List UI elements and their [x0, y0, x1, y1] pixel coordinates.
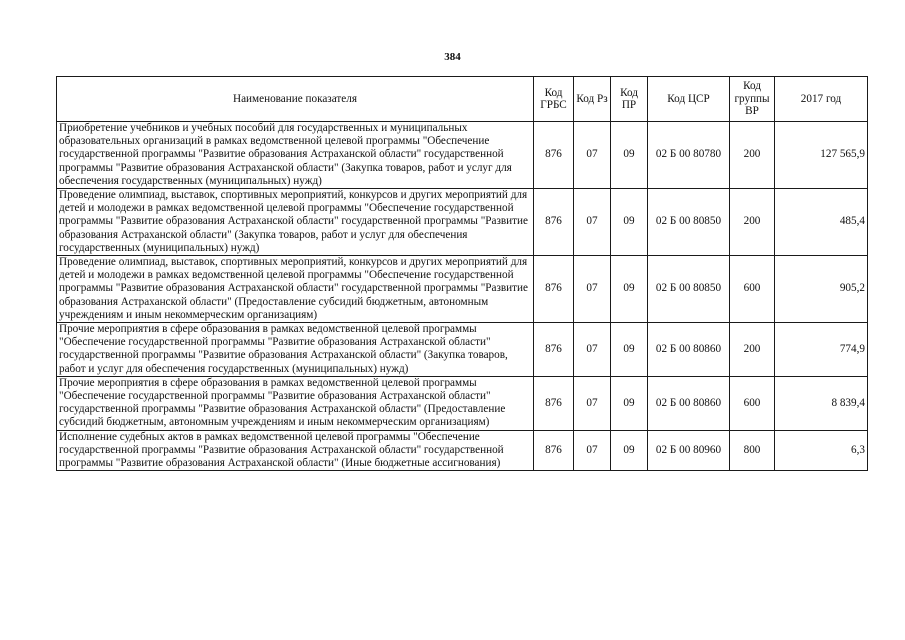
row-amount: 8 839,4 [775, 376, 868, 430]
header-rz: Код Рз [574, 77, 611, 122]
row-csr: 02 Б 00 80960 [648, 430, 730, 471]
row-name: Прочие мероприятия в сфере образования в рамках ведомственной целевой программы "Обеспечение государственной программы "Развитие образования Астраханской области" государственной программы "Развитие образования Астраханской области" (Предоставление субсидий бюджетным, автономным учреждениям и иным некоммерческим организациям) [57, 376, 534, 430]
table-row [57, 323, 868, 377]
row-vr: 200 [730, 323, 775, 377]
table-row [57, 122, 868, 189]
row-grbs: 876 [534, 430, 574, 471]
row-amount: 6,3 [775, 430, 868, 471]
row-amount: 905,2 [775, 256, 868, 323]
row-pr: 09 [611, 376, 648, 430]
row-csr: 02 Б 00 80860 [648, 323, 730, 377]
row-grbs: 876 [534, 256, 574, 323]
row-name: Проведение олимпиад, выставок, спортивных мероприятий, конкурсов и других мероприятий для детей и молодежи в рамках ведомственной целевой программы "Обеспечение государственной программы "Развитие образования Астраханской области" государственной программы "Развитие образования Астраханской области" (Предоставление субсидий бюджетным, автономным учреждениям и иным некоммерческим организациям) [57, 256, 534, 323]
table-header-row [57, 77, 868, 122]
row-amount: 127 565,9 [775, 122, 868, 189]
row-rz: 07 [574, 256, 611, 323]
header-name: Наименование показателя [57, 77, 534, 122]
row-vr: 200 [730, 122, 775, 189]
row-rz: 07 [574, 376, 611, 430]
row-rz: 07 [574, 189, 611, 256]
row-amount: 774,9 [775, 323, 868, 377]
row-name: Проведение олимпиад, выставок, спортивных мероприятий, конкурсов и других мероприятий для детей и молодежи в рамках ведомственной целевой программы "Обеспечение государственной программы "Развитие образования Астраханской области" государственной программы "Развитие образования Астраханской области" (Закупка товаров, работ и услуг для обеспечения государственных (муниципальных) нужд) [57, 189, 534, 256]
header-amount: 2017 год [775, 77, 868, 122]
row-rz: 07 [574, 122, 611, 189]
row-csr: 02 Б 00 80780 [648, 122, 730, 189]
row-pr: 09 [611, 430, 648, 471]
table-row [57, 189, 868, 256]
header-vr: Код группы ВР [730, 77, 775, 122]
table-row [57, 430, 868, 471]
row-grbs: 876 [534, 122, 574, 189]
row-rz: 07 [574, 323, 611, 377]
row-csr: 02 Б 00 80860 [648, 376, 730, 430]
row-csr: 02 Б 00 80850 [648, 256, 730, 323]
row-pr: 09 [611, 256, 648, 323]
table-row [57, 256, 868, 323]
row-grbs: 876 [534, 189, 574, 256]
header-grbs: Код ГРБС [534, 77, 574, 122]
page-number: 384 [444, 51, 461, 63]
row-pr: 09 [611, 122, 648, 189]
row-vr: 600 [730, 376, 775, 430]
budget-table [56, 76, 868, 471]
row-csr: 02 Б 00 80850 [648, 189, 730, 256]
row-pr: 09 [611, 323, 648, 377]
header-pr: Код ПР [611, 77, 648, 122]
row-grbs: 876 [534, 323, 574, 377]
row-vr: 200 [730, 189, 775, 256]
row-grbs: 876 [534, 376, 574, 430]
row-amount: 485,4 [775, 189, 868, 256]
table-row [57, 376, 868, 430]
row-vr: 600 [730, 256, 775, 323]
row-name: Исполнение судебных актов в рамках ведомственной целевой программы "Обеспечение государственной программы "Развитие образования Астраханской области" государственной программы "Развитие образования Астраханской области" (Иные бюджетные ассигнования) [57, 430, 534, 471]
row-pr: 09 [611, 189, 648, 256]
header-csr: Код ЦСР [648, 77, 730, 122]
row-rz: 07 [574, 430, 611, 471]
row-vr: 800 [730, 430, 775, 471]
row-name: Приобретение учебников и учебных пособий для государственных и муниципальных образовательных организаций в рамках ведомственной целевой программы "Обеспечение государственной программы "Развитие образования Астраханской области" государственной программы "Развитие образования Астраханской области" (Закупка товаров, работ и услуг для обеспечения государственных (муниципальных) нужд) [57, 122, 534, 189]
row-name: Прочие мероприятия в сфере образования в рамках ведомственной целевой программы "Обеспечение государственной программы "Развитие образования Астраханской области" государственной программы "Развитие образования Астраханской области" (Закупка товаров, работ и услуг для обеспечения государственных (муниципальных) нужд) [57, 323, 534, 377]
